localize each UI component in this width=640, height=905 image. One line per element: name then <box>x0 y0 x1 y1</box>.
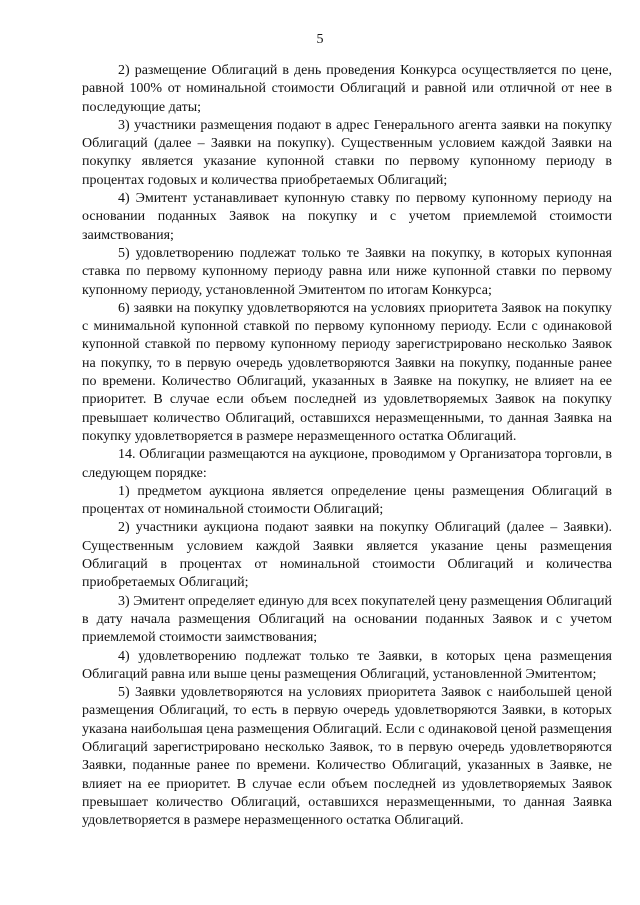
paragraph-item-2: 2) размещение Облигаций в день проведения Конкурса осуществляется по цене, равной 100% от номинальной стоимости Облигаций и равной или отличной от нее в последующие даты; <box>82 63 612 115</box>
paragraph-auction-item-3: 3) Эмитент определяет единую для всех покупателей цену размещения Облигаций в дату начала размещения Облигаций на основании поданных Заявок и с учетом приемлемой стоимости заимствования; <box>82 593 612 646</box>
page-number: 5 <box>316 32 324 47</box>
paragraph-item-3: 3) участники размещения подают в адрес Генерального агента заявки на покупку Облигаций (далее – Заявки на покупку). Существенным условием каждой Заявки на покупку является указание купонной ставки по первому купонному периоду в процентах годовых и количества приобретаемых Облигаций; <box>82 117 612 188</box>
paragraph-item-6: 6) заявки на покупку удовлетворяются на условиях приоритета Заявок на покупку с минимальной купонной ставкой по первому купонному периоду. Если с одинаковой купонной ставкой по первому купонному периоду зарегистрировано несколько Заявок на покупку, то в первую очередь удовлетворяются Заявки на покупку, поданные ранее по времени. Количество Облигаций, указанных в Заявке на покупку, не влияет на ее приоритет. В случае если объем последней из удовлетворяемых Заявок на покупку превышает количество Облигаций, оставшихся неразмещенными, то данная Заявка на покупку удовлетворяется в размере неразмещенного остатка Облигаций. <box>82 300 612 444</box>
paragraph-section-14: 14. Облигации размещаются на аукционе, проводимом у Организатора торговли, в следующем порядке: <box>82 447 612 481</box>
document-body <box>82 62 612 830</box>
paragraph-item-5: 5) удовлетворению подлежат только те Заявки на покупку, в которых купонная ставка по первому купонному периоду равна или ниже купонной ставки по первому купонному периоду, установленной Эмитентом по итогам Конкурса; <box>82 245 612 298</box>
paragraph-auction-item-2: 2) участники аукциона подают заявки на покупку Облигаций (далее – Заявки). Существенным условием каждой Заявки является указание цены размещения Облигаций в процентах от номинальной стоимости Облигаций и количества приобретаемых Облигаций; <box>82 520 612 591</box>
paragraph-auction-item-4: 4) удовлетворению подлежат только те Заявки, в которых цена размещения Облигаций равна или выше цены размещения Облигаций, установленной Эмитентом; <box>82 648 612 682</box>
paragraph-auction-item-1: 1) предметом аукциона является определение цены размещения Облигаций в процентах от номинальной стоимости Облигаций; <box>82 483 612 518</box>
paragraph-auction-item-5: 5) Заявки удовлетворяются на условиях приоритета Заявок с наибольшей ценой размещения Облигаций, то есть в первую очередь удовлетворяются Заявки, в которых указана наибольшая цена размещения Облигаций. Если с одинаковой ценой размещения Облигаций зарегистрировано несколько Заявок, то в первую очередь удовлетворяются Заявки, поданные ранее по времени. Количество Облигаций, указанных в Заявке, не влияет на ее приоритет. В случае если объем последней из удовлетворяемых Заявок превышает количество Облигаций, оставшихся неразмещенными, то данная Заявка удовлетворяется в размере неразмещенного остатка Облигаций. <box>82 685 612 829</box>
paragraph-item-4: 4) Эмитент устанавливает купонную ставку по первому купонному периоду на основании поданных Заявок на покупку и с учетом приемлемой стоимости заимствования; <box>82 191 612 243</box>
